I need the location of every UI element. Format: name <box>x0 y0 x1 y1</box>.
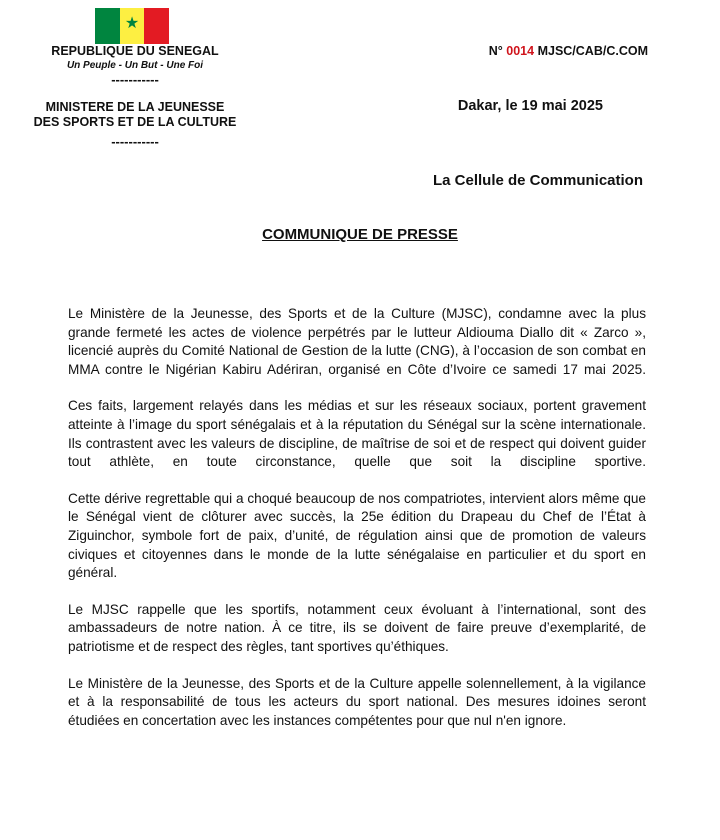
body-paragraph-2: Ces faits, largement relayés dans les médias et sur les réseaux sociaux, portent gravement atteinte à l’image du sport sénégalais et à la réputation du Sénégal sur la scène internationale. Ils contrastent avec les valeurs de discipline, de maîtrise de soi et de respect qui doivent guider tout athlète, en toute circonstance, quelle que soit la discipline sportive. <box>68 398 646 470</box>
reference-number-value: 0014 <box>506 44 535 58</box>
body-paragraph-3: Cette dérive regrettable qui a choqué beaucoup de nos compatriotes, intervient alors même que le Sénégal vient de clôturer avec succès, la 25e édition du Drapeau du Chef de l’État à Ziguinchor, symbole fort de paix, d’unité, de régulation ainsi que de promotion de valeurs civiques et citoyennes dans le monde de la lutte sénégalaise en particulier et du sport en général. <box>68 490 646 581</box>
ministry-line-2: DES SPORTS ET DE LA CULTURE <box>33 115 237 129</box>
body-paragraph-1: Le Ministère de la Jeunesse, des Sports et de la Culture (MJSC), condamne avec la plus grande fermeté les actes de violence perpétrés par le lutteur Aldiouma Diallo dit « Zarco », licencié auprès du Comité National de Gestion de la lutte (CNG), à l’occasion de son combat en MMA contre le Nigérian Kabiru Adériran, organisé en Côte d’Ivoire ce samedi 17 mai 2025. <box>68 306 646 377</box>
document-date: Dakar, le 19 mai 2025 <box>457 98 603 114</box>
ministry-line-1: MINISTERE DE LA JEUNESSE <box>45 100 225 114</box>
reference-suffix: MJSC/CAB/C.COM <box>537 44 648 58</box>
document-body <box>68 305 646 748</box>
document-title <box>0 226 720 243</box>
flag-star-icon: ★ <box>124 15 140 32</box>
sender-unit: La Cellule de Communication <box>432 172 643 189</box>
reference-prefix: N° <box>488 44 503 58</box>
ministry-name <box>30 100 240 130</box>
senegal-flag-icon <box>95 8 169 44</box>
flag-green-band <box>95 8 120 44</box>
country-name: REPUBLIQUE DU SENEGAL <box>51 44 219 58</box>
body-paragraph-4: Le MJSC rappelle que les sportifs, notamment ceux évoluant à l’international, sont des ambassadeurs de notre nation. À ce titre, ils se doivent de faire preuve d’exemplarité, de patriotisme et de respect des règles, tant sportives qu’éthiques. <box>68 601 646 654</box>
document-title-text: COMMUNIQUE DE PRESSE <box>262 226 458 243</box>
reference-number <box>489 44 648 58</box>
ministry-separator: ----------- <box>111 134 159 149</box>
flag-red-band <box>144 8 169 44</box>
header-separator: ----------- <box>111 72 159 87</box>
national-motto: Un Peuple - Un But - Une Foi <box>66 60 204 71</box>
body-paragraph-5: Le Ministère de la Jeunesse, des Sports et de la Culture appelle solennellement, à la vigilance et à la responsabilité de tous les acteurs du sport national. Des mesures idoines seront étudiées en concertation avec les instances compétentes pour que nul n'en ignore. <box>68 675 646 728</box>
flag-yellow-band <box>120 8 145 44</box>
